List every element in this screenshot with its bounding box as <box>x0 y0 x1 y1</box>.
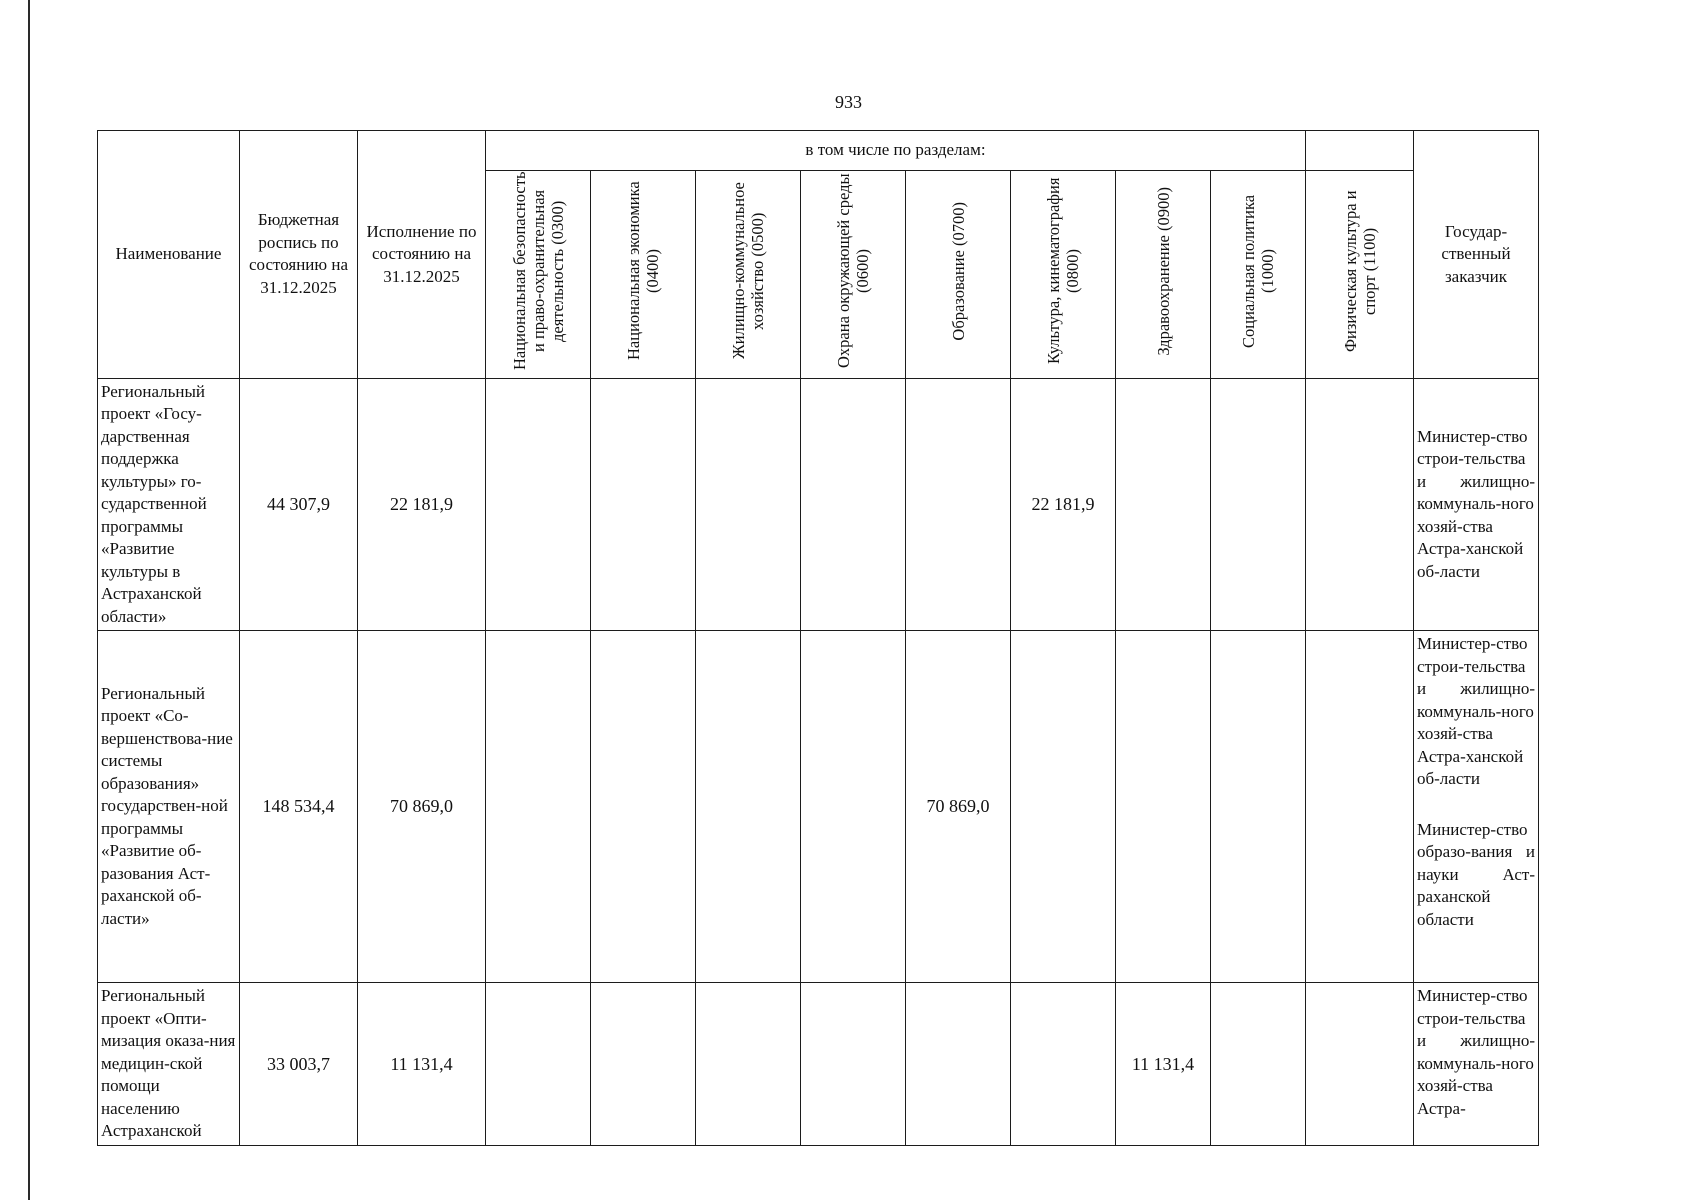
customer-entry: Министер-ство образо-вания и науки Аст-раханской области <box>1417 819 1535 929</box>
row-section-value <box>1211 631 1306 983</box>
row-section-value <box>1116 378 1211 631</box>
row-execution: 70 869,0 <box>358 631 486 983</box>
row-section-value <box>696 983 801 1146</box>
row-section-value: 11 131,4 <box>1116 983 1211 1146</box>
row-section-value <box>1306 631 1414 983</box>
row-budget: 33 003,7 <box>240 983 358 1146</box>
row-section-value <box>1306 983 1414 1146</box>
budget-table <box>97 130 1539 1146</box>
row-section-value <box>1306 378 1414 631</box>
row-name: Региональный проект «Госу-дарственная поддержка культуры» го-сударственной программы «Развитие культуры в Астраханской области» <box>98 378 240 631</box>
row-section-value <box>801 631 906 983</box>
header-execution: Исполнение по состоянию на 31.12.2025 <box>358 131 486 379</box>
table-row <box>98 983 1539 1146</box>
table-row <box>98 378 1539 631</box>
row-execution: 22 181,9 <box>358 378 486 631</box>
header-section-0500: Жилищно-коммунальное хозяйство (0500) <box>696 171 801 379</box>
row-section-value <box>696 631 801 983</box>
customer-entry: Министер-ство строи-тельства и жилищно-коммуналь-ного хозяй-ства Астра- <box>1417 986 1535 1118</box>
page-number: 933 <box>835 92 862 112</box>
header-section-0900: Здравоохранение (0900) <box>1116 171 1211 379</box>
row-section-value <box>1116 631 1211 983</box>
row-name: Региональный проект «Со-вершенствова-ние системы образования» государствен-ной программы «Развитие об-разования Аст-раханской об-ласти» <box>98 631 240 983</box>
header-customer: Государ-ственный заказчик <box>1414 131 1539 379</box>
table-row <box>98 631 1539 983</box>
row-section-value: 22 181,9 <box>1011 378 1116 631</box>
row-section-value <box>696 378 801 631</box>
row-section-value <box>801 378 906 631</box>
row-customer <box>1414 631 1539 983</box>
row-budget: 44 307,9 <box>240 378 358 631</box>
row-section-value <box>1211 378 1306 631</box>
row-section-value <box>1011 983 1116 1146</box>
row-section-value: 70 869,0 <box>906 631 1011 983</box>
row-section-value <box>591 631 696 983</box>
row-section-value <box>1011 631 1116 983</box>
row-section-value <box>486 983 591 1146</box>
header-section-0600: Охрана окружающей среды (0600) <box>801 171 906 379</box>
header-section-0400: Национальная экономика (0400) <box>591 171 696 379</box>
header-section-1000: Социальная политика (1000) <box>1211 171 1306 379</box>
row-customer <box>1414 983 1539 1146</box>
row-section-value <box>906 983 1011 1146</box>
header-row-group <box>98 131 1539 171</box>
row-budget: 148 534,4 <box>240 631 358 983</box>
header-empty-cell <box>1306 131 1414 171</box>
row-section-value <box>486 631 591 983</box>
row-name: Региональный проект «Опти-мизация оказа-ния медицин-ской помощи населению Астраханской <box>98 983 240 1146</box>
row-customer <box>1414 378 1539 631</box>
row-section-value <box>591 378 696 631</box>
header-sections-group: в том числе по разделам: <box>486 131 1306 171</box>
row-section-value <box>801 983 906 1146</box>
customer-entry: Министер-ство строи-тельства и жилищно-коммуналь-ного хозяй-ства Астра-ханской об-ласти <box>1417 426 1535 581</box>
header-name: Наименование <box>98 131 240 379</box>
row-section-value <box>1211 983 1306 1146</box>
header-section-0700: Образование (0700) <box>906 171 1011 379</box>
customer-entry: Министер-ство строи-тельства и жилищно-коммуналь-ного хозяй-ства Астра-ханской об-ласти <box>1417 634 1535 788</box>
page-margin-line <box>28 0 30 1200</box>
header-section-1100: Физическая культура и спорт (1100) <box>1306 171 1414 379</box>
row-execution: 11 131,4 <box>358 983 486 1146</box>
header-section-0800: Культура, кинематография (0800) <box>1011 171 1116 379</box>
row-section-value <box>591 983 696 1146</box>
row-section-value <box>486 378 591 631</box>
header-section-0300: Национальная безопасность и право-охранительная деятельность (0300) <box>486 171 591 379</box>
row-section-value <box>906 378 1011 631</box>
header-budget: Бюджетная роспись по состоянию на 31.12.2025 <box>240 131 358 379</box>
